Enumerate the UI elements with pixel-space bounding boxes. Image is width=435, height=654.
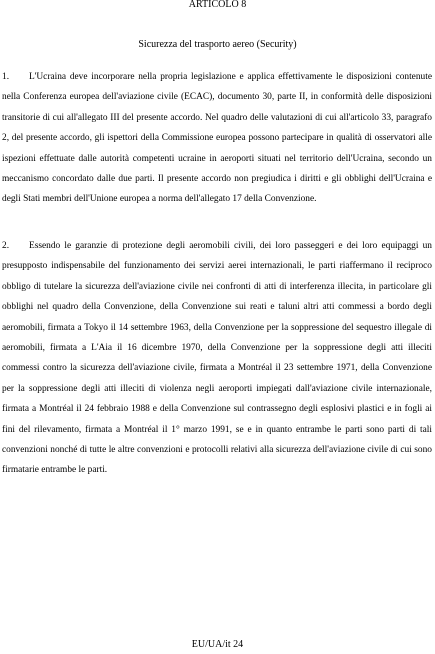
- paragraph-2-number: 2.: [2, 241, 10, 251]
- page-footer: EU/UA/it 24: [191, 639, 244, 650]
- paragraph-2: [2, 236, 432, 481]
- article-title: Sicurezza del trasporto aereo (Security): [138, 39, 297, 50]
- paragraph-1: [2, 67, 432, 210]
- paragraph-2-text: Essendo le garanzie di protezione degli aeromobili civili, dei loro passeggeri e dei loro equipaggi un presupposto indispensabile del funzionamento dei servizi aerei internazionali, le parti riaffermano il reciproco obbligo di tutelare la sicurezza dell'aviazione civile nei confronti di atti di interferenza illecita, in particolare gli obblighi nel quadro della Convenzione, della Convenzione sui reati e taluni altri atti commessi a bordo degli aeromobili, firmata a Tokyo il 14 settembre 1963, della Convenzione per la soppressione del sequestro illegale di aeromobili, firmata a L'Aia il 16 dicembre 1970, della Convenzione per la soppressione degli atti illeciti commessi contro la sicurezza dell'aviazione civile, firmata a Montréal il 23 settembre 1971, della Convenzione per la soppressione degli atti illeciti di violenza negli aeroporti impiegati dall'aviazione civile internazionale, firmata a Montréal il 24 febbraio 1988 e della Convenzione sul contrassegno degli esplosivi plastici e in fogli ai fini del rilevamento, firmata a Montréal il 1° marzo 1991, se e in quanto entrambe le parti sono parti di tali convenzioni nonché di tutte le altre convenzioni e protocolli relativi alla sicurezza dell'aviazione civile di cui sono firmatarie entrambe le parti.: [2, 241, 432, 476]
- paragraph-1-text: L'Ucraina deve incorporare nella propria legislazione e applica effettivamente le disposizioni contenute nella Conferenza europea dell'aviazione civile (ECAC), documento 30, parte II, in conformità delle disposizioni transitorie di cui all'allegato III del presente accordo. Nel quadro delle valutazioni di cui all'articolo 33, paragrafo 2, del presente accordo, gli ispettori della Commissione europea possono partecipare in qualità di osservatori alle ispezioni effettuate dalle autorità competenti ucraine in aeroporti situati nel territorio dell'Ucraina, secondo un meccanismo concordato dalle due parti. Il presente accordo non pregiudica i diritti e gli obblighi dell'Ucraina e degli Stati membri dell'Unione europea a norma dell'allegato 17 della Convenzione.: [2, 72, 432, 205]
- article-heading: ARTICOLO 8: [188, 0, 247, 10]
- paragraph-1-number: 1.: [2, 72, 10, 82]
